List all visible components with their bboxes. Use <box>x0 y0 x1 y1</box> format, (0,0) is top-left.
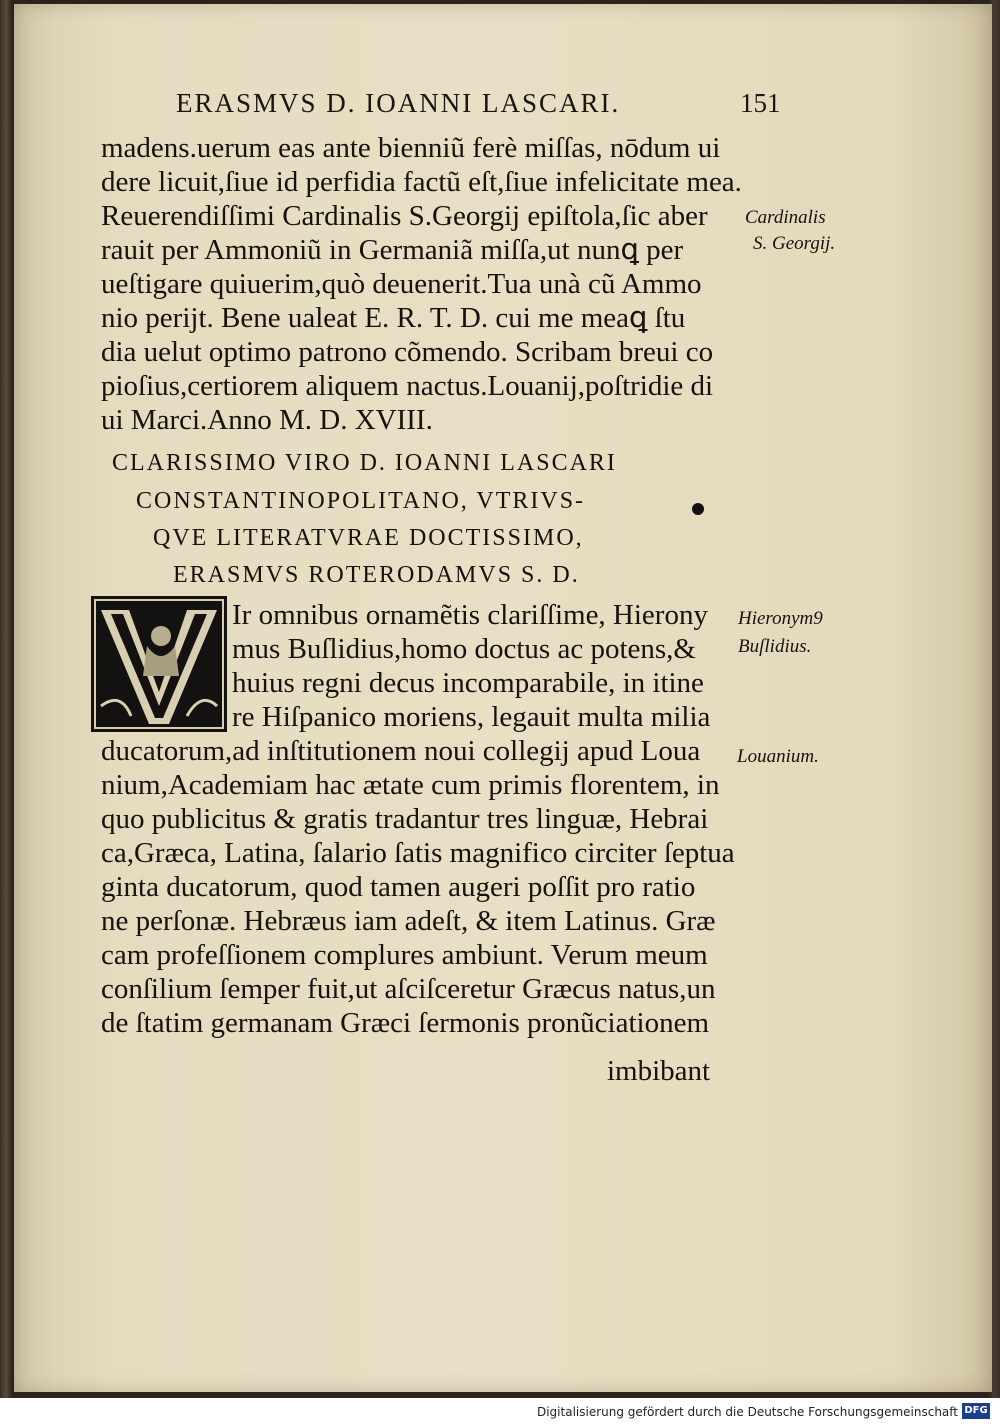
catchword: imbibant <box>607 1055 711 1087</box>
body-line: de ſtatim germanam Græci ſermonis pronũciationem <box>101 1007 710 1039</box>
letter-heading-line: ERASMVS ROTERODAMVS S. D. <box>173 562 580 588</box>
body-line: ginta ducatorum, quod tamen augeri poſſit pro ratio <box>101 871 696 903</box>
body-line: nium,Academiam hac ætate cum primis florentem, in <box>101 769 720 801</box>
body-line: mus Buſlidius,homo doctus ac potens,& <box>232 633 696 665</box>
body-line: re Hiſpanico moriens, legauit multa milia <box>232 701 711 733</box>
body-line: rauit per Ammoniũ in Germaniã miſſa,ut nunꝗ per <box>101 234 684 266</box>
letter-heading-line: CLARISSIMO VIRO D. IOANNI LASCARI <box>112 450 617 476</box>
body-line: quo publicitus & gratis tradantur tres linguæ, Hebrai <box>101 803 709 835</box>
body-line: ca,Græca, Latina, ſalario ſatis magnifico circiter ſeptua <box>101 837 735 869</box>
page-number: 151 <box>740 88 781 118</box>
body-line: ne perſonæ. Hebræus iam adeſt, & item Latinus. Græ <box>101 905 716 937</box>
body-line: Reuerendiſſimi Cardinalis S.Georgij epiſtola,ſic aber <box>101 200 708 232</box>
body-line: ducatorum,ad inſtitutionem noui collegij apud Loua <box>101 735 701 767</box>
marginal-note: Cardinalis <box>745 207 826 228</box>
body-line: dia uelut optimo patrono cõmendo. Scribam breui co <box>101 336 714 368</box>
printer-mark <box>692 503 704 515</box>
letter-heading-line: CONSTANTINOPOLITANO, VTRIVS- <box>136 488 586 514</box>
body-line: madens.uerum eas ante bienniũ ferè miſſas, nōdum ui <box>101 132 721 164</box>
body-line: dere licuit,ſiue id perfidia factũ eſt,ſiue infelicitate mea. <box>101 166 742 198</box>
dfg-logo: DFG <box>962 1403 990 1419</box>
letter-heading-line: QVE LITERATVRAE DOCTISSIMO, <box>153 525 584 551</box>
body-line: cam profeſſionem complures ambiunt. Verum meum <box>101 939 708 971</box>
marginal-note: Hieronym9 <box>738 608 823 629</box>
body-line: huius regni decus incomparabile, in itine <box>232 667 704 699</box>
running-head: ERASMVS D. IOANNI LASCARI. <box>176 88 621 118</box>
marginal-note: Buſlidius. <box>738 636 812 657</box>
decorated-initial-v <box>91 596 227 732</box>
body-line: ui Marci.Anno M. D. XVIII. <box>101 404 433 436</box>
body-line: ueſtigare quiuerim,quò deuenerit.Tua unà cũ Ammo <box>101 268 702 300</box>
body-line: pioſius,certiorem aliquem nactus.Louanij,poſtridie di <box>101 370 714 402</box>
marginal-note: S. Georgij. <box>753 233 836 254</box>
body-line: Ir omnibus ornamẽtis clariſſime, Hierony <box>232 599 708 631</box>
body-line: nio perijt. Bene ualeat E. R. T. D. cui me meaꝗ ſtu <box>101 302 686 334</box>
marginal-note: Louanium. <box>737 746 819 767</box>
body-line: conſilium ſemper fuit,ut aſciſceretur Græcus natus,un <box>101 973 716 1005</box>
funding-credit: Digitalisierung gefördert durch die Deutsche Forschungsgemeinschaft <box>536 1405 958 1419</box>
